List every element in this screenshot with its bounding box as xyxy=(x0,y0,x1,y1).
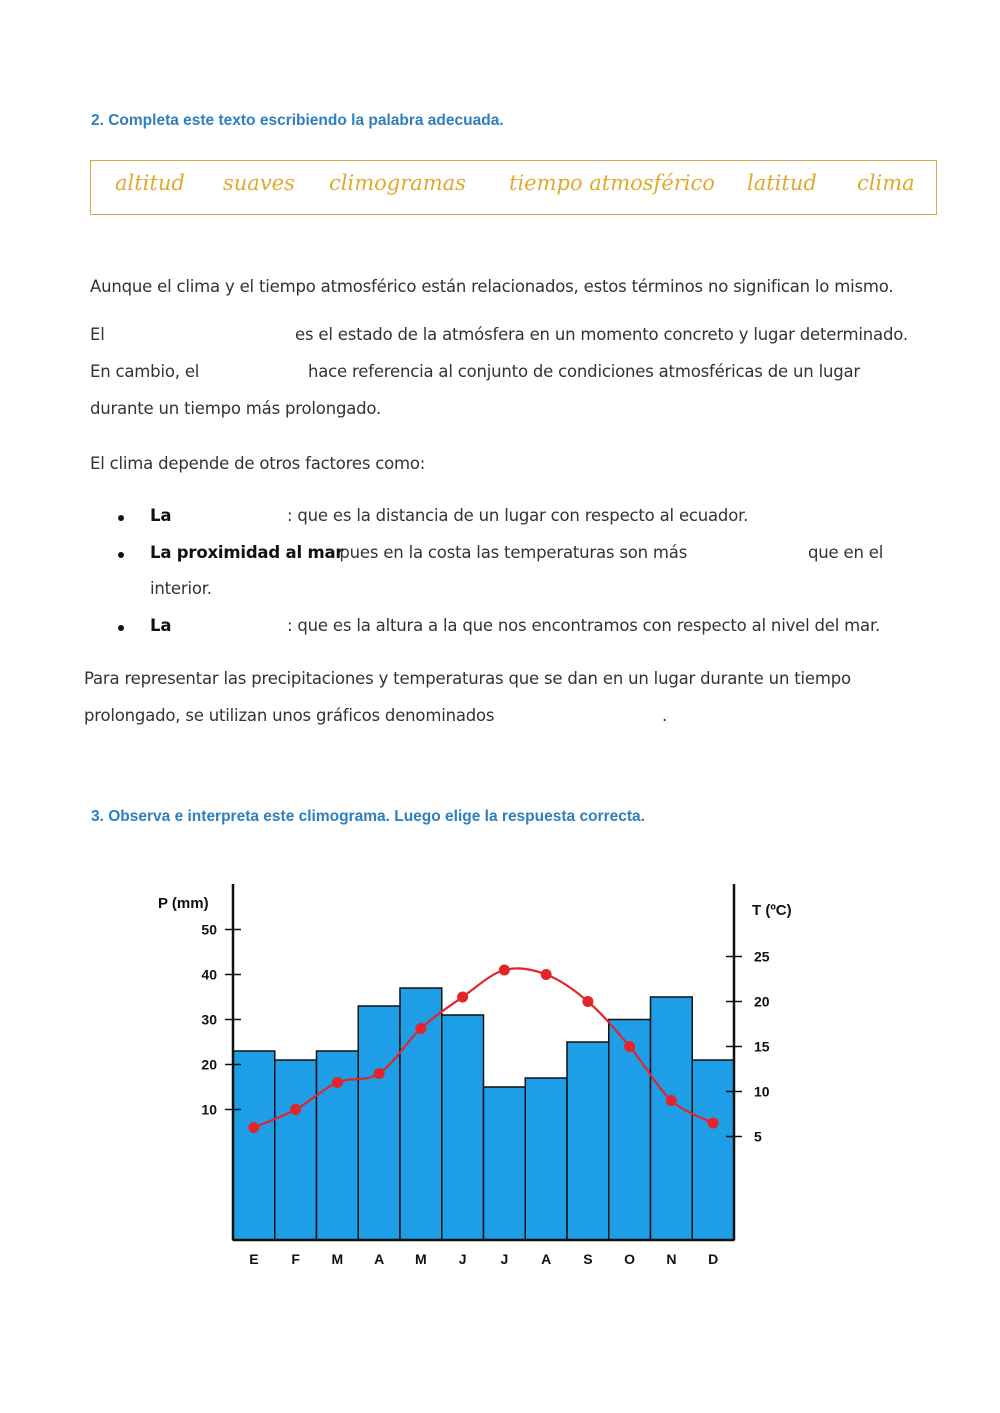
bullet-dot xyxy=(118,515,124,521)
right-tick-label: 5 xyxy=(754,1128,762,1145)
temperature-point xyxy=(624,1041,635,1052)
temperature-point xyxy=(582,996,593,1007)
exercise-3-heading: 3. Observa e interpreta este climograma. Luego elige la respuesta correcta. xyxy=(91,808,645,825)
left-tick-label: 40 xyxy=(201,966,217,983)
month-label: M xyxy=(415,1251,427,1267)
bullet-dot xyxy=(118,625,124,631)
right-axis-label: T (ºC) xyxy=(752,902,792,919)
final-paragraph-line-1: Para representar las precipitaciones y temperaturas que se dan en un lugar durante un tiempo xyxy=(84,669,851,688)
precipitation-bar xyxy=(484,1087,526,1240)
month-label: A xyxy=(374,1251,385,1267)
month-label: N xyxy=(666,1251,677,1267)
bullet-2-end: que en el xyxy=(808,543,884,562)
month-label: S xyxy=(583,1251,593,1267)
final-paragraph-line-2: prolongado, se utilizan unos gráficos denominados xyxy=(84,706,495,725)
precipitation-bar xyxy=(442,1015,484,1240)
word-bank-item[interactable]: climogramas xyxy=(329,171,466,195)
month-label: F xyxy=(291,1251,300,1267)
intro-paragraph: Aunque el clima y el tiempo atmosférico están relacionados, estos términos no significan lo mismo. xyxy=(90,277,894,296)
month-label: E xyxy=(249,1251,259,1267)
word-bank-item[interactable]: clima xyxy=(857,171,915,195)
month-label: M xyxy=(331,1251,344,1267)
precipitation-bar xyxy=(651,997,693,1240)
month-label: O xyxy=(624,1251,636,1267)
temperature-point xyxy=(666,1095,677,1106)
word-bank-item[interactable]: latitud xyxy=(747,171,817,195)
temperature-point xyxy=(248,1122,259,1133)
temperature-point xyxy=(332,1077,343,1088)
right-tick-label: 10 xyxy=(754,1083,770,1100)
factors-intro: El clima depende de otros factores como: xyxy=(90,454,426,473)
bullet-3-label: La xyxy=(150,616,172,635)
word-bank-item[interactable]: suaves xyxy=(223,171,295,195)
left-tick-label: 20 xyxy=(201,1056,217,1073)
left-tick-label: 10 xyxy=(201,1101,217,1118)
bullet-3-text: : que es la altura a la que nos encontramos con respecto al nivel del mar. xyxy=(287,616,881,635)
left-tick-label: 50 xyxy=(201,921,217,938)
paragraph-2-end: hace referencia al conjunto de condiciones atmosféricas de un lugar xyxy=(308,362,860,381)
precipitation-bar xyxy=(358,1006,400,1240)
right-tick-label: 15 xyxy=(754,1038,770,1055)
final-paragraph-period: . xyxy=(662,706,668,725)
temperature-point xyxy=(374,1068,385,1079)
right-tick-label: 20 xyxy=(754,993,770,1010)
bullet-dot xyxy=(118,552,124,558)
precipitation-bar xyxy=(233,1051,275,1240)
paragraph-3: durante un tiempo más prolongado. xyxy=(90,399,382,418)
word-bank-item[interactable]: altitud xyxy=(115,171,185,195)
climograph-svg xyxy=(140,870,840,1280)
month-label: J xyxy=(500,1251,509,1267)
left-axis-label: P (mm) xyxy=(158,895,209,912)
precipitation-bar xyxy=(567,1042,609,1240)
paragraph-1-start: El xyxy=(90,325,105,344)
temperature-point xyxy=(708,1118,719,1129)
month-label: A xyxy=(541,1251,552,1267)
precipitation-bar xyxy=(525,1078,567,1240)
temperature-point xyxy=(457,992,468,1003)
bullet-1-text: : que es la distancia de un lugar con respecto al ecuador. xyxy=(287,506,749,525)
bullet-2-label: La proximidad al mar xyxy=(150,543,344,562)
paragraph-2-start: En cambio, el xyxy=(90,362,200,381)
temperature-point xyxy=(499,965,510,976)
word-bank xyxy=(90,160,937,215)
temperature-point xyxy=(290,1104,301,1115)
precipitation-bar xyxy=(275,1060,317,1240)
month-label: D xyxy=(708,1251,719,1267)
climograph xyxy=(140,870,840,1280)
right-tick-label: 25 xyxy=(754,948,770,965)
precipitation-bar xyxy=(692,1060,734,1240)
word-bank-item[interactable]: tiempo atmosférico xyxy=(509,171,715,195)
bullet-2-text: : pues en la costa las temperaturas son más xyxy=(329,543,688,562)
left-tick-label: 30 xyxy=(201,1011,217,1028)
exercise-2-heading: 2. Completa este texto escribiendo la palabra adecuada. xyxy=(91,112,504,129)
bullet-1-label: La xyxy=(150,506,172,525)
temperature-point xyxy=(541,969,552,980)
temperature-point xyxy=(415,1023,426,1034)
bullet-2-continuation: interior. xyxy=(150,579,212,598)
paragraph-1-end: es el estado de la atmósfera en un momento concreto y lugar determinado. xyxy=(295,325,908,344)
month-label: J xyxy=(458,1251,467,1267)
precipitation-bar xyxy=(609,1020,651,1241)
